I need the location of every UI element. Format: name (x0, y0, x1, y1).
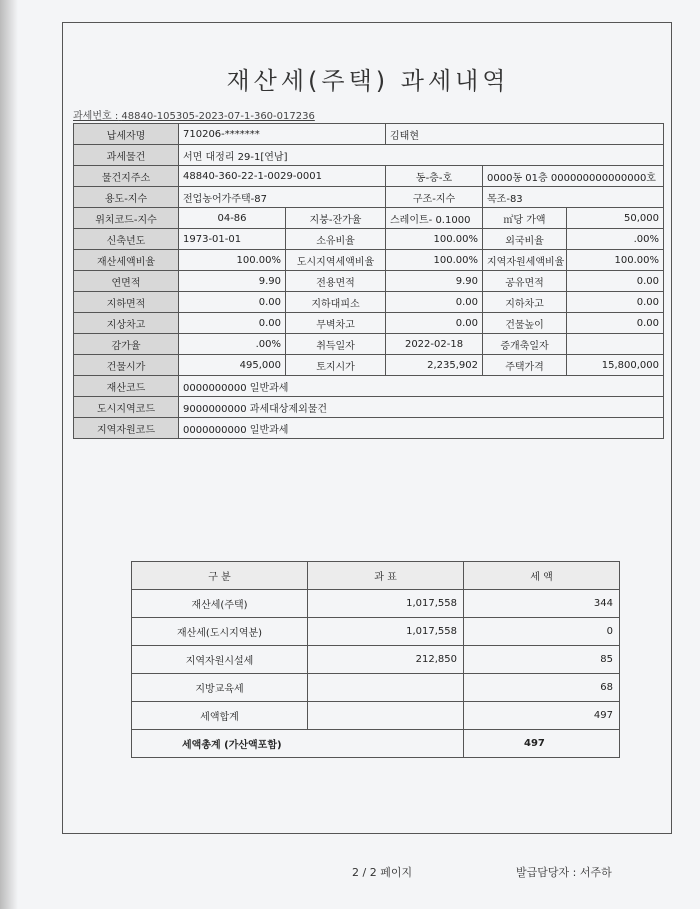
unmanned-garage-value: 0.00 (386, 313, 483, 334)
summary-header-row (132, 562, 620, 590)
urban-rate-label: 도시지역세액비율 (286, 250, 386, 271)
col-category: 구 분 (132, 562, 308, 590)
use-value: 전업농어가주택-87 (179, 187, 386, 208)
page-shadow (0, 0, 18, 909)
tax-number-value: 48840-105305-2023-07-1-360-017236 (121, 111, 315, 122)
prop-code-value: 0000000000 일반과세 (179, 376, 664, 397)
reduction-label: 감가율 (74, 334, 179, 355)
excl-area-label: 전용면적 (286, 271, 386, 292)
table-row (132, 674, 620, 702)
urban-rate-value: 100.00% (386, 250, 483, 271)
floor-area-value: 9.90 (179, 271, 286, 292)
table-row (74, 355, 664, 376)
house-price-label: 주택가격 (483, 355, 567, 376)
table-row (74, 250, 664, 271)
col-tax: 세 액 (464, 562, 620, 590)
ground-garage-label: 지상차고 (74, 313, 179, 334)
tax-number-label: 과세번호 : (73, 111, 119, 122)
extension-label: 증개축일자 (483, 334, 567, 355)
object-label: 과세물건 (74, 145, 179, 166)
acquired-value: 2022-02-18 (386, 334, 483, 355)
dong-label: 동-층-호 (386, 166, 483, 187)
table-row (74, 166, 664, 187)
foreign-label: 외국비율 (483, 229, 567, 250)
struct-label: 구조-지수 (386, 187, 483, 208)
floor-area-label: 연면적 (74, 271, 179, 292)
row-label: 세액합계 (132, 702, 308, 730)
struct-value: 목조-83 (483, 187, 664, 208)
taxpayer-name: 김태현 (386, 124, 664, 145)
row-tax: 344 (464, 590, 620, 618)
excl-area-value: 9.90 (386, 271, 483, 292)
reduction-value: .00% (179, 334, 286, 355)
row-tax: 85 (464, 646, 620, 674)
page-number: 2 / 2 페이지 (352, 866, 413, 879)
issuing-agent: 발급담당자 : 서주하 (516, 866, 612, 879)
own-value: 100.00% (386, 229, 483, 250)
row-label: 지방교육세 (132, 674, 308, 702)
sqm-value: 50,000 (567, 208, 664, 229)
table-row (74, 418, 664, 439)
building-price-value: 495,000 (179, 355, 286, 376)
table-row (74, 334, 664, 355)
address-value: 48840-360-22-1-0029-0001 (179, 166, 386, 187)
row-base (308, 702, 464, 730)
row-base: 212,850 (308, 646, 464, 674)
prop-code-label: 재산코드 (74, 376, 179, 397)
table-row (74, 229, 664, 250)
extension-value (567, 334, 664, 355)
tax-summary-table (131, 561, 620, 758)
basement-shelter-label: 지하대피소 (286, 292, 386, 313)
prop-rate-label: 재산세액비율 (74, 250, 179, 271)
total-label: 세액총계 (가산액포함) (132, 730, 464, 758)
table-row (132, 646, 620, 674)
object-value: 서면 대정리 29-1[연남] (179, 145, 664, 166)
built-value: 1973-01-01 (179, 229, 286, 250)
row-label: 재산세(주택) (132, 590, 308, 618)
summary-total-row (132, 730, 620, 758)
roof-value: 스레이트- 0.1000 (386, 208, 483, 229)
table-row (132, 702, 620, 730)
height-value: 0.00 (567, 313, 664, 334)
taxpayer-id: 710206-******* (179, 124, 386, 145)
col-base: 과 표 (308, 562, 464, 590)
row-tax: 497 (464, 702, 620, 730)
common-area-value: 0.00 (567, 271, 664, 292)
use-label: 용도-지수 (74, 187, 179, 208)
table-row (132, 590, 620, 618)
row-base: 1,017,558 (308, 590, 464, 618)
urban-code-value: 9000000000 과세대상제외물건 (179, 397, 664, 418)
built-label: 신축년도 (74, 229, 179, 250)
house-price-value: 15,800,000 (567, 355, 664, 376)
table-row (74, 208, 664, 229)
basement-garage-label: 지하차고 (483, 292, 567, 313)
regional-rate-value: 100.00% (567, 250, 664, 271)
building-price-label: 건물시가 (74, 355, 179, 376)
table-row (74, 397, 664, 418)
loc-label: 위치코드-지수 (74, 208, 179, 229)
basement-area-label: 지하면적 (74, 292, 179, 313)
row-tax: 68 (464, 674, 620, 702)
common-area-label: 공유면적 (483, 271, 567, 292)
property-info-table (73, 123, 664, 439)
basement-garage-value: 0.00 (567, 292, 664, 313)
regional-code-value: 0000000000 일반과세 (179, 418, 664, 439)
dong-value: 0000동 01층 000000000000000호 (483, 166, 664, 187)
row-label: 재산세(도시지역분) (132, 618, 308, 646)
table-row (132, 618, 620, 646)
taxpayer-label: 납세자명 (74, 124, 179, 145)
table-row (74, 145, 664, 166)
basement-shelter-value: 0.00 (386, 292, 483, 313)
regional-code-label: 지역자원코드 (74, 418, 179, 439)
urban-code-label: 도시지역코드 (74, 397, 179, 418)
table-row (74, 124, 664, 145)
loc-value: 04-86 (179, 208, 286, 229)
foreign-value: .00% (567, 229, 664, 250)
table-row (74, 271, 664, 292)
acquired-label: 취득일자 (286, 334, 386, 355)
land-price-label: 토지시가 (286, 355, 386, 376)
sqm-label: ㎡당 가액 (483, 208, 567, 229)
basement-area-value: 0.00 (179, 292, 286, 313)
unmanned-garage-label: 무벽차고 (286, 313, 386, 334)
row-tax: 0 (464, 618, 620, 646)
table-row (74, 187, 664, 208)
ground-garage-value: 0.00 (179, 313, 286, 334)
row-base (308, 674, 464, 702)
regional-rate-label: 지역자원세액비율 (483, 250, 567, 271)
tax-sheet (62, 22, 672, 834)
row-base: 1,017,558 (308, 618, 464, 646)
document-title: 재산세(주택) 과세내역 (226, 67, 510, 95)
address-label: 물건지주소 (74, 166, 179, 187)
land-price-value: 2,235,902 (386, 355, 483, 376)
tax-number (73, 107, 315, 122)
table-row (74, 292, 664, 313)
table-row (74, 376, 664, 397)
height-label: 건물높이 (483, 313, 567, 334)
row-label: 지역자원시설세 (132, 646, 308, 674)
table-row (74, 313, 664, 334)
own-label: 소유비율 (286, 229, 386, 250)
total-value: 497 (464, 730, 620, 758)
roof-label: 지붕-잔가율 (286, 208, 386, 229)
prop-rate-value: 100.00% (179, 250, 286, 271)
